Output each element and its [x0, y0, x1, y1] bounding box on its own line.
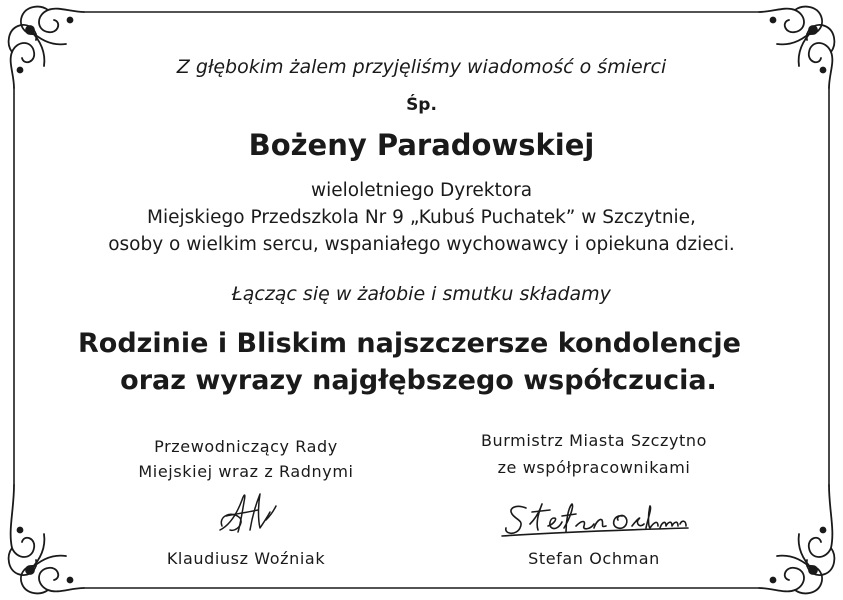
condolence-line-2: oraz wyrazy najgłębszego współczucia. — [120, 365, 717, 396]
condolence-line-1: Rodzinie i Bliskim najszczersze kondolencje — [78, 328, 741, 359]
handwritten-signature — [214, 486, 284, 538]
handwritten-signature — [500, 498, 690, 540]
corner-flourish-icon — [759, 485, 834, 593]
left-signatory-name: Klaudiusz Woźniak — [166, 549, 326, 568]
description-line: osoby o wielkim sercu, wspaniałego wychowawcy i opiekuna dzieci. — [108, 234, 735, 255]
honorific: Śp. — [406, 95, 437, 115]
corner-flourish-icon — [9, 485, 84, 593]
right-signatory-name: Stefan Ochman — [528, 549, 660, 568]
role-line: wieloletniego Dyrektora — [310, 180, 533, 201]
right-signatory-title-2: ze współpracownikami — [497, 458, 691, 477]
intro-line: Z głębokim żalem przyjęliśmy wiadomość o śmierci — [176, 56, 667, 78]
left-signatory-title-2: Miejskiej wraz z Radnymi — [138, 462, 354, 481]
left-signatory-title-1: Przewodniczący Rady — [154, 437, 338, 456]
institution-line: Miejskiego Przedszkola Nr 9 „Kubuś Puchatek” w Szczytnie, — [147, 207, 696, 228]
joined-line: Łącząc się w żałobie i smutku składamy — [232, 283, 611, 305]
right-signatory-title-1: Burmistrz Miasta Szczytno — [480, 431, 708, 450]
deceased-name: Bożeny Paradowskiej — [248, 128, 595, 162]
